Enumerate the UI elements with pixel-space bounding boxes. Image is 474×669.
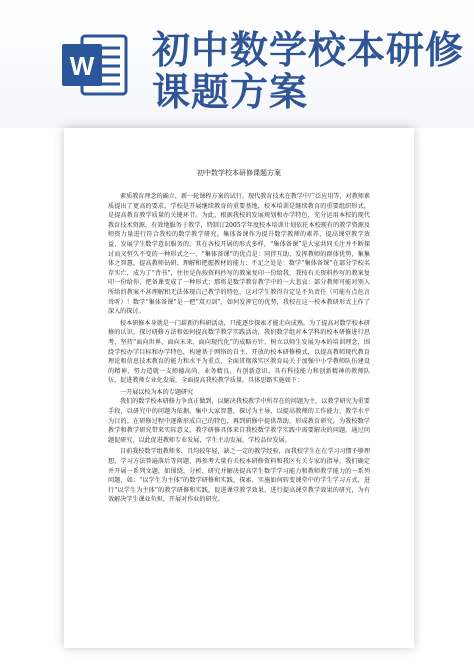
document-body <box>108 192 370 505</box>
page-header <box>0 0 474 128</box>
word-document-icon <box>60 30 130 100</box>
document-title: 初中数学校本研修课题方案 <box>197 169 281 177</box>
page-title-line-2: 课题方案 <box>152 70 309 114</box>
word-icon-letter: W <box>69 51 95 81</box>
paragraph: 校本研修本身就是一门崭新的科研活动，只能逐步探索才能走向成熟。为了提高对数学校本研修的认识，探讨研修方法和如何提高数学教学实践活动，我们数学组对本学科的校本研修进行思考，坚持“面向世界，面向未来，面向现代化”的成略方针，树立以师生发展为本的培训理念，围绕学校办学目标和办学特色，构建基于网络的自主、开放的校本研修模式，以提高教师现代教育理论和信息技术教育的能力和水平为重点，全面贯彻落实区教育局关于加强中小学教师队伍建设的精神，努力造就一支师德高尚、业务精良、有创新意识、具有科技能力和创新精神的教师队伍，促进教师专业化发展，全面提高我校教学质量。具体思路实施如下： <box>108 319 370 385</box>
paragraph: 目前我校数学组教师多，且均较年轻，缺乏一定的教学经验，而我校学生在在学习习惯不够理想，学习方法普遍落后等问题，再参考大量有关校本研修资料和我区有关专家的指导，我们确定并开展一系列文题，如围绕、分析、研究并解决提高学生数学学习能力和教师教学能力的一系列问题，如：“以学生为主体”的数学研修和实践，探索、实施如何转变课堂中的学生学习方式，进行“以学生为主体”的教学研修和实践，促进课堂教学效果，进行提高课堂教学效果的研究，为有效解决学生课业负担，开展对作业的研究。 <box>108 448 370 504</box>
page-title-line-1: 初中数学校本研修 <box>152 28 465 72</box>
paragraph: 我们的数学校本研修力争真正做到，以解决我校教学中所存在的问题为主，以教学研究为重要手段，以研究中的问题为依据，集中大家智慧，探讨为主导，以提高教师的工作能力、教学水平为目的。在研修过程中逐渐形成自己的特色，再到研修中提供帮助，形成教育研究，为我校数学教学和教学研究带来实际意义。教学研修具体来自我校数学教学实践中需要解决的问题，通过问题促研究，以此促进教师专业发展，学生主动发展，学校品位发展。 <box>108 398 370 444</box>
paragraph: 素质教育理念的确立，新一轮课程方案的试行，现代教育技术在教学中广泛应用等，对教师素质提出了更高的要求，学校是开展继续教育的重要基地，校本培训是继续教育的重要组织形式，是提高教育教学质量的关键环节。为此，根据我校的发展规划和办学特色，充分运用本校的现代教育技术资源，有效地服务于教学，特制订2005学年度校本培训计划依托本校现有的教学资源及师资力量进行符合我校的数学教学研究。集体备课作为提升数学教师的素养、提高课堂教学效益、发展学生数学意识服务的，其在各校开展的形式多样，“集体备课”是大家共同关注并不断探讨而又恒久不变的一种形式之一，“集体备课”的优点是：同伴互助，发挥教师的群体优势，集集体之智慧，提高教师钻研、理解和把握教材的能力；不足之处是：数学“集体备课”在部分学校名存实亡，成为了“背书”，往往是你按资料抄写的教案复印一份给我，我按有关资料抄写的教案复印一份给你，把备课变成了一种形式；那将是数学教育教学中的一大悲哀：部分教师可能对别人所给的教案不甚理解和无法体现自己教学的特色，这对学生教得肯定是不负责任（可能有点危言耸听）！数学“集体备课”是一把“双刃剑”，如何发挥它的优势，我校在这一校本教研形式上作了深入的探讨。 <box>108 193 370 316</box>
document-preview <box>64 128 414 648</box>
section-heading: 一开展以校为本的专题研究 <box>120 388 194 396</box>
